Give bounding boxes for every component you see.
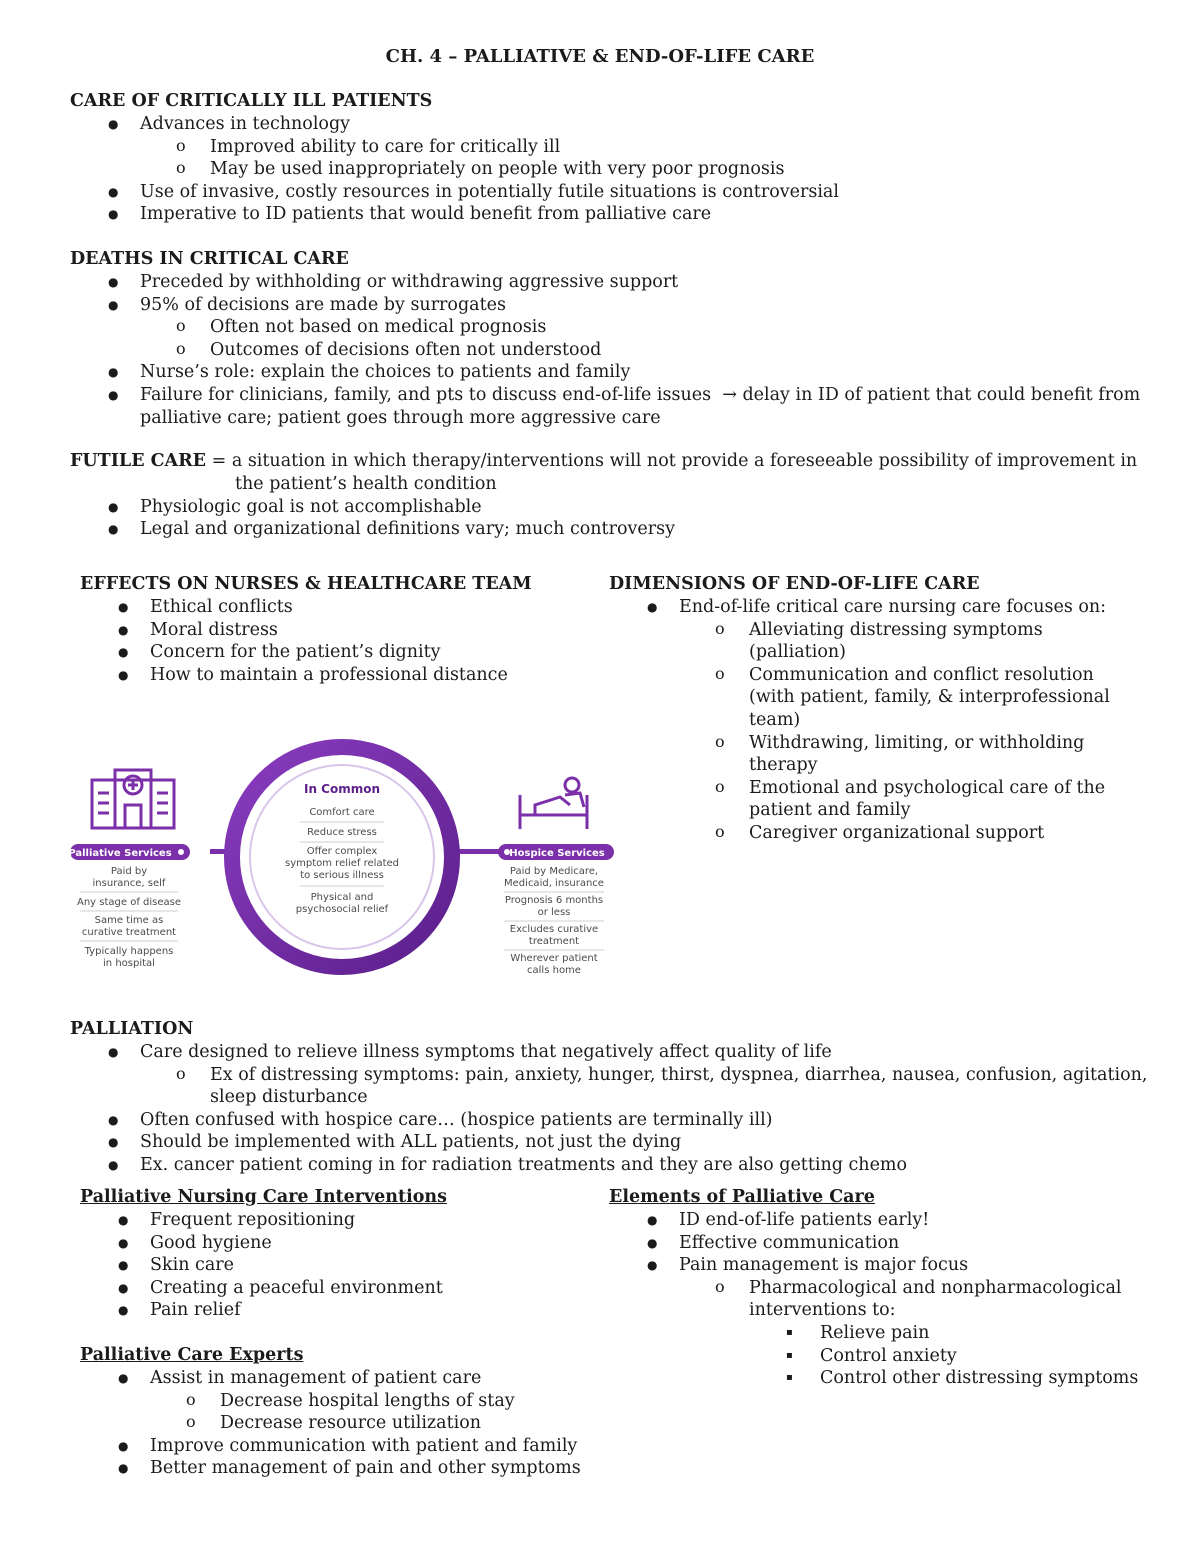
palliative-item: insurance, self [92,878,166,889]
section-palliation [70,1018,1170,1177]
list-item: ● Concern for the patient’s dignity [80,641,600,664]
palliative-label: Palliative Services [68,848,172,859]
list-item [609,619,1169,664]
hospice-bed-icon [520,778,587,829]
list-item: ▪ Control anxiety [609,1345,1179,1368]
center-item: symptom relief related [285,858,399,869]
bullet-list [70,1041,1170,1177]
list-item: ● Assist in management of patient care [80,1367,600,1390]
center-item: Offer complex [306,846,378,857]
list-item-line: sleep disturbance [210,1087,368,1108]
list-item: ● 95% of decisions are made by surrogates [70,294,1160,317]
center-item: Comfort care [309,807,375,818]
section-heading: EFFECTS ON NURSES & HEALTHCARE TEAM [80,574,532,594]
section-heading: CARE OF CRITICALLY ILL PATIENTS [70,91,433,111]
center-title: In Common [303,782,381,796]
list-item-line: Pharmacological and nonpharmacological [749,1277,1122,1298]
list-item: ● Advances in technology [70,113,1150,136]
list-item [609,777,1169,822]
bullet-list [70,496,1170,541]
list-item-line: interventions to: [749,1300,896,1321]
connector-right [458,849,500,854]
list-item: ● Legal and organizational definitions vary; much controversy [70,518,1170,541]
list-item: ● Moral distress [80,619,600,642]
list-item-line: Failure for clinicians, family, and pts to discuss end-of-life issues → delay in ID of patient that could benefit from [140,384,1141,405]
bullet-list [80,596,600,686]
term-label: FUTILE CARE [70,451,207,471]
hospice-item: calls home [527,965,581,976]
list-item: ● Use of invasive, costly resources in potentially futile situations is controversial [70,181,1150,204]
hospice-item: Prognosis 6 months [504,895,604,906]
hospice-item: treatment [528,936,580,947]
list-item-line: Emotional and psychological care of the [749,777,1106,798]
list-item: ● Creating a peaceful environment [80,1277,600,1300]
list-item-line: Alleviating distressing symptoms [749,619,1043,640]
section-heading: PALLIATION [70,1019,194,1039]
list-item: ● Pain management is major focus [609,1254,1179,1277]
list-item [609,664,1169,732]
list-item [70,384,1160,429]
hospice-item: Wherever patient [510,953,598,964]
section-futile [70,450,1170,541]
section-experts [80,1344,600,1480]
list-item: o May be used inappropriately on people with very poor prognosis [70,158,1150,181]
section-heading: DIMENSIONS OF END-OF-LIFE CARE [609,574,980,594]
list-item: ● Pain relief [80,1299,600,1322]
section-heading: Elements of Palliative Care [609,1187,875,1207]
section-heading: Palliative Care Experts [80,1345,304,1365]
bullet-list [70,271,1160,429]
hospice-item: Medicaid, insurance [504,878,604,889]
list-item-line: therapy [749,755,818,776]
hospice-item: Excludes curative [509,924,599,935]
definition-text: the patient’s health condition [235,474,497,494]
list-item [609,732,1169,777]
list-item: ● Preceded by withholding or withdrawing aggressive support [70,271,1160,294]
section-dimensions [609,573,1169,845]
hospice-item: Paid by Medicare, [509,866,599,877]
center-item: psychosocial relief [295,904,389,915]
list-item: ● End-of-life critical care nursing care focuses on: [609,596,1169,619]
center-item: to serious illness [300,870,384,881]
list-item-line: team) [749,709,801,730]
center-item: Physical and [310,892,374,903]
list-item: o Often not based on medical prognosis [70,316,1160,339]
list-item: o Improved ability to care for critically ill [70,136,1150,159]
list-item: ● Physiologic goal is not accomplishable [70,496,1170,519]
list-item: ● Imperative to ID patients that would benefit from palliative care [70,203,1150,226]
palliative-item: Paid by [110,866,148,877]
list-item: ▪ Control other distressing symptoms [609,1367,1179,1390]
list-item: ● ID end-of-life patients early! [609,1209,1179,1232]
list-item [70,1064,1170,1109]
list-item: ● Improve communication with patient and family [80,1435,600,1458]
palliative-item: curative treatment [81,927,177,938]
palliative-item: Any stage of disease [76,897,182,908]
list-item: o Caregiver organizational support [609,822,1169,845]
list-item: ● Good hygiene [80,1232,600,1255]
list-item: ● Care designed to relieve illness symptoms that negatively affect quality of life [70,1041,1170,1064]
section-elements [609,1186,1179,1390]
palliative-hospice-diagram [60,725,630,985]
list-item: ● Often confused with hospice care… (hospice patients are terminally ill) [70,1109,1170,1132]
list-item-line: palliative care; patient goes through more aggressive care [140,407,661,428]
section-critically-ill [70,90,1150,226]
list-item: ● Skin care [80,1254,600,1277]
section-effects [80,573,600,686]
section-deaths [70,248,1160,429]
palliative-item: Same time as [94,915,164,926]
section-heading: Palliative Nursing Care Interventions [80,1187,447,1207]
list-item: ● Better management of pain and other symptoms [80,1457,600,1480]
list-item-line: (with patient, family, & interprofessional [749,687,1110,708]
list-item: ● Ethical conflicts [80,596,600,619]
list-item-line: Ex of distressing symptoms: pain, anxiety, hunger, thirst, dyspnea, diarrhea, nausea, confusion, agitation, [210,1064,1148,1085]
list-item: o Outcomes of decisions often not understood [70,339,1160,362]
center-item: Reduce stress [307,827,377,838]
list-item: ● How to maintain a professional distance [80,664,600,687]
list-item: ● Frequent repositioning [80,1209,600,1232]
list-item-line: patient and family [749,800,911,821]
hospice-item: or less [537,907,571,918]
list-item-line: Withdrawing, limiting, or withholding [749,732,1085,753]
definition-text: = a situation in which therapy/interventions will not provide a foreseeable possibility of improvement in [206,451,1138,471]
bullet-list [80,1367,600,1480]
section-heading: DEATHS IN CRITICAL CARE [70,249,349,269]
bullet-list [609,1209,1179,1390]
list-item: o Decrease resource utilization [80,1412,600,1435]
list-item: ● Effective communication [609,1232,1179,1255]
list-item: ● Nurse’s role: explain the choices to patients and family [70,361,1160,384]
list-item: ● Ex. cancer patient coming in for radiation treatments and they are also getting chemo [70,1154,1170,1177]
bullet-list [609,596,1169,845]
list-item: ▪ Relieve pain [609,1322,1179,1345]
list-item [609,1277,1179,1322]
list-item-line: Communication and conflict resolution [749,664,1094,685]
list-item: o Decrease hospital lengths of stay [80,1390,600,1413]
list-item: ● Should be implemented with ALL patients, not just the dying [70,1131,1170,1154]
page-title: CH. 4 – PALLIATIVE & END-OF-LIFE CARE [385,46,815,67]
list-item-line: (palliation) [749,642,846,663]
hospice-label: Hospice Services [509,848,605,859]
palliative-item: Typically happens [84,946,174,957]
section-interventions [80,1186,600,1322]
bullet-list [70,113,1150,226]
bullet-list [80,1209,600,1322]
hospital-icon [92,770,174,828]
palliative-item: in hospital [103,958,155,969]
